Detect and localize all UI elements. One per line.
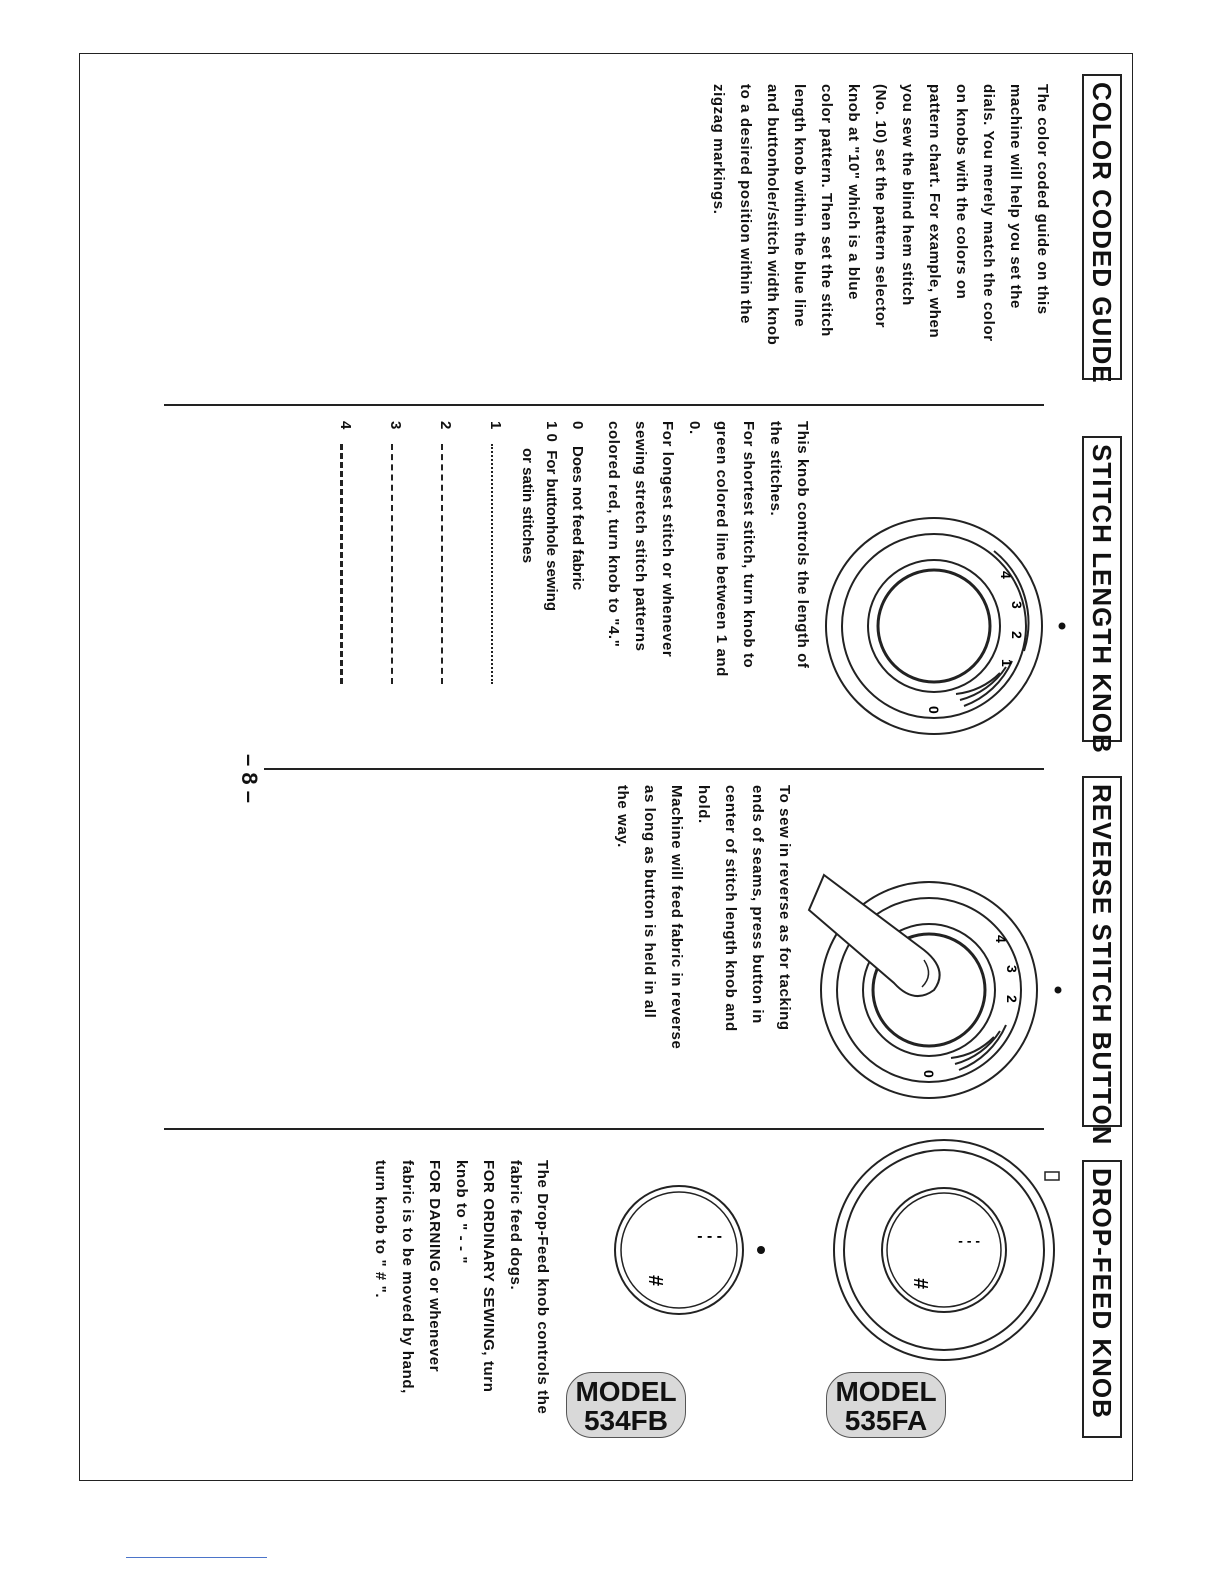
legend-row: 3 xyxy=(387,421,404,430)
text-line: you sew the blind hem stitch xyxy=(899,84,916,306)
text-line: The Drop-Feed knob controls the xyxy=(534,1160,551,1415)
text-line: to a desired position within the xyxy=(737,84,754,325)
page-number: – 8 – xyxy=(237,754,262,803)
text-line: zigzag markings. xyxy=(710,84,727,215)
dial-outer-ring xyxy=(834,1140,1054,1360)
dial-mark: 3 xyxy=(1009,601,1025,609)
text-line: 0. xyxy=(686,421,703,435)
stitch-sample-2 xyxy=(441,444,443,684)
dial-indicator-dot xyxy=(1055,987,1062,994)
dial-notch xyxy=(1045,1172,1059,1180)
text-line: fabric is to be moved by hand, xyxy=(399,1160,416,1394)
dial-outer-ring xyxy=(826,518,1042,734)
legend-row: 4 xyxy=(337,421,354,430)
text-line: pattern chart. For example, when xyxy=(926,84,943,339)
dial-inner-ring xyxy=(844,1150,1044,1350)
stitch-sample-1 xyxy=(491,444,493,684)
normal-feed-symbol: - - - xyxy=(697,1229,722,1246)
dial-mark: 2 xyxy=(1004,995,1020,1003)
dial-knob-center xyxy=(887,1193,1001,1307)
text-line: length knob within the blue line xyxy=(791,84,808,328)
legend-row: or satin stitches xyxy=(519,448,536,564)
footer-link-underline[interactable] xyxy=(126,1557,267,1558)
text-line: (No. 10) set the pattern selector xyxy=(872,84,889,329)
dial-knob xyxy=(882,1188,1006,1312)
dial-mark: 4 xyxy=(998,571,1014,579)
stitch-length-section xyxy=(80,406,1134,766)
reverse-section xyxy=(80,770,1134,1146)
text-line: For longest stitch or whenever xyxy=(659,421,676,658)
rotated-page xyxy=(80,54,1134,1482)
text-line: turn knob to " # ". xyxy=(372,1160,389,1299)
text-line: colored red, turn knob to "4." xyxy=(605,421,622,648)
text-line: Machine will feed fabric in reverse xyxy=(668,785,685,1050)
drop-feed-title: DROP-FEED KNOB xyxy=(1082,1160,1122,1438)
drop-feed-dials xyxy=(574,1130,1074,1380)
dial-inner-ring xyxy=(621,1192,737,1308)
normal-feed-symbol: - - - xyxy=(958,1235,980,1251)
model-badge-535fa: MODEL 535FA xyxy=(826,1372,946,1438)
text-line: This knob controls the length of xyxy=(794,421,811,669)
darning-symbol: # xyxy=(644,1275,666,1287)
text-line: center of stitch length knob and xyxy=(722,785,739,1032)
stitch-length-text xyxy=(600,421,816,677)
text-line: dials. You merely match the color xyxy=(980,84,997,342)
drop-feed-text xyxy=(367,1160,556,1414)
page-frame xyxy=(79,53,1133,1481)
dial-indicator-dot xyxy=(757,1246,765,1254)
legend-row: 2 xyxy=(437,421,454,430)
stitch-length-title: STITCH LENGTH KNOB xyxy=(1082,436,1122,742)
stitch-length-dial xyxy=(824,501,1074,751)
text-line: on knobs with the colors on xyxy=(953,84,970,300)
color-guide-title: COLOR CODED GUIDE xyxy=(1082,74,1122,380)
drop-feed-section xyxy=(80,1130,1134,1482)
color-guide-section xyxy=(80,54,1134,404)
dial-indicator-dot xyxy=(1059,623,1066,630)
text-line: the stitches. xyxy=(767,421,784,517)
text-line: color pattern. Then set the stitch xyxy=(818,84,835,337)
text-line: sewing stretch stitch patterns xyxy=(632,421,649,652)
stitch-sample-4 xyxy=(340,444,343,684)
legend-row: 1 0 For buttonhole sewing xyxy=(543,421,560,612)
text-line: ends of seams, press button in xyxy=(749,785,766,1024)
text-line: the way. xyxy=(614,785,631,848)
text-line: To sew in reverse as for tacking xyxy=(776,785,793,1031)
dial-mark: 1 xyxy=(999,659,1015,667)
dial-mark: 4 xyxy=(993,935,1009,943)
reverse-text xyxy=(609,785,798,1049)
reverse-dial xyxy=(804,865,1074,1125)
darning-symbol: # xyxy=(909,1278,931,1290)
text-line: FOR ORDINARY SEWING, turn xyxy=(480,1160,497,1393)
text-line: and buttonholer/stitch width knob xyxy=(764,84,781,346)
text-line: The color coded guide on this xyxy=(1034,84,1051,315)
stitch-sample-3 xyxy=(391,444,393,684)
text-line: hold. xyxy=(695,785,712,824)
reverse-title: REVERSE STITCH BUTTON xyxy=(1082,776,1122,1127)
text-line: knob at "10" which is a blue xyxy=(845,84,862,301)
dial-knob-center xyxy=(878,570,990,682)
model-badge-534fb: MODEL 534FB xyxy=(566,1372,686,1438)
legend-row: 1 xyxy=(487,421,504,430)
dial-mark: 3 xyxy=(1004,965,1020,973)
text-line: knob to " - - " xyxy=(453,1160,470,1265)
text-line: FOR DARNING or whenever xyxy=(426,1160,443,1373)
text-line: fabric feed dogs. xyxy=(507,1160,524,1291)
legend-row: 0 Does not feed fabric xyxy=(569,421,586,591)
dial-outer-ring xyxy=(615,1186,743,1314)
text-line: green colored line between 1 and xyxy=(713,421,730,677)
dial-mark: 0 xyxy=(926,706,942,714)
color-guide-text xyxy=(705,84,1056,345)
dial-inner-ring xyxy=(842,534,1026,718)
text-line: as long as button is held in all xyxy=(641,785,658,1019)
text-line: machine will help you set the xyxy=(1007,84,1024,309)
dial-mark: 0 xyxy=(921,1070,937,1078)
text-line: For shortest stitch, turn knob to xyxy=(740,421,757,669)
dial-mark: 2 xyxy=(1009,631,1025,639)
dial-knob xyxy=(868,560,1000,692)
